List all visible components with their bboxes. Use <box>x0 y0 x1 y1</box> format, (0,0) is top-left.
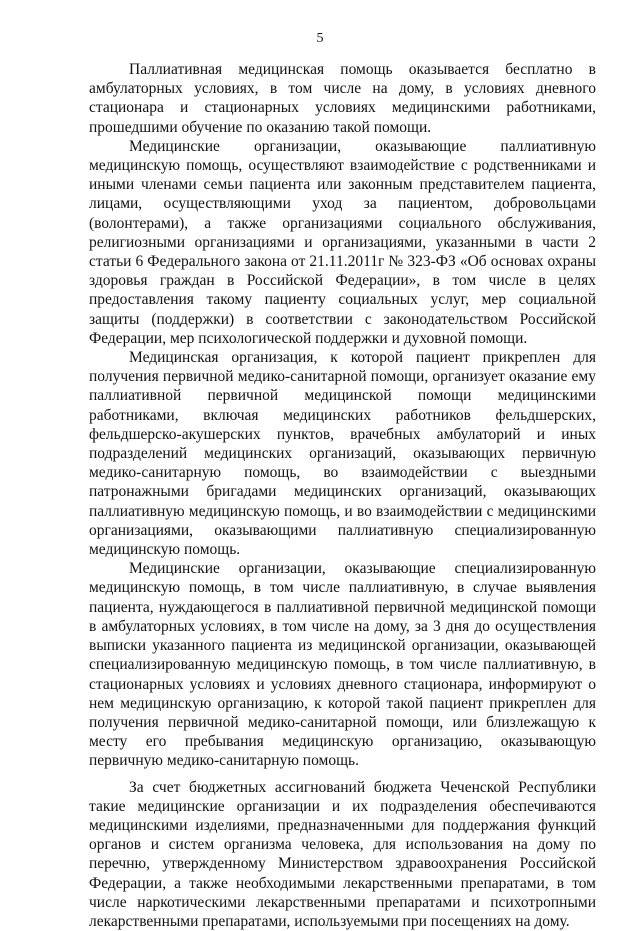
paragraph-organizations-interaction: Медицинские организации, оказывающие паллиативную медицинскую помощь, осуществляют взаимодействие с родственниками и иными членами семьи пациента или законным представителем пациента, лицами, осуществляющими уход за пациентом, добровольцами (волонтерами), а также организациями социального обслуживания, религиозными организациями и организациями, указанными в части 2 статьи 6 Федерального закона от 21.11.2011г № 323-ФЗ «Об основах охраны здоровья граждан в Российской Федерации», в том числе в целях предоставления такому пациенту социальных услуг, мер социальной защиты (поддержки) в соответствии с законодательством Российской Федерации, мер психологической поддержки и духовной помощи. <box>89 137 596 347</box>
page-number: 5 <box>316 31 324 46</box>
paragraph-budget-funding: За счет бюджетных ассигнований бюджета Чеченской Республики такие медицинские организации и их подразделения обеспечиваются медицинскими изделиями, предназначенными для поддержания функций органов и систем организма человека, для использования на дому по перечню, утвержденному Министерством здравоохранения Российской Федерации, а также необходимыми лекарственными препаратами, в том числе наркотическими лекарственными препаратами и психотропными лекарственными препаратами, используемыми при посещениях на дому. <box>89 778 596 930</box>
paragraph-specialized-care-discharge: Медицинские организации, оказывающие специализированную медицинскую помощь, в том числе паллиативную, в случае выявления пациента, нуждающегося в паллиативной первичной медицинской помощи в амбулаторных условиях, в том числе на дому, за 3 дня до осуществления выписки указанного пациента из медицинской организации, оказывающей специализированную медицинскую помощь, в том числе паллиативную, в стационарных условиях и условиях дневного стационара, информируют о нем медицинскую организацию, к которой такой пациент прикреплен для получения первичной медико-санитарной помощи, или близлежащую к месту его пребывания медицинскую организацию, оказывающую первичную медико-санитарную помощь. <box>89 560 596 770</box>
paragraph-primary-care-organization: Медицинская организация, к которой пациент прикреплен для получения первичной медико-санитарной помощи, организует оказание ему паллиативной первичной медицинской помощи медицинскими работниками, включая медицинских работников фельдшерских, фельдшерско-акушерских пунктов, врачебных амбулаторий и иных подразделений медицинских организаций, оказывающих первичную медико-санитарную помощь, во взаимодействии с выездными патронажными бригадами медицинских организаций, оказывающих паллиативную медицинскую помощь, и во взаимодействии с медицинскими организациями, оказывающими паллиативную специализированную медицинскую помощь. <box>89 349 596 559</box>
paragraph-palliative-care-free: Паллиативная медицинская помощь оказывается бесплатно в амбулаторных условиях, в том числе на дому, в условиях дневного стационара и стационарных условиях медицинскими работниками, прошедшими обучение по оказанию такой помощи. <box>89 61 596 136</box>
document-body <box>89 60 596 931</box>
